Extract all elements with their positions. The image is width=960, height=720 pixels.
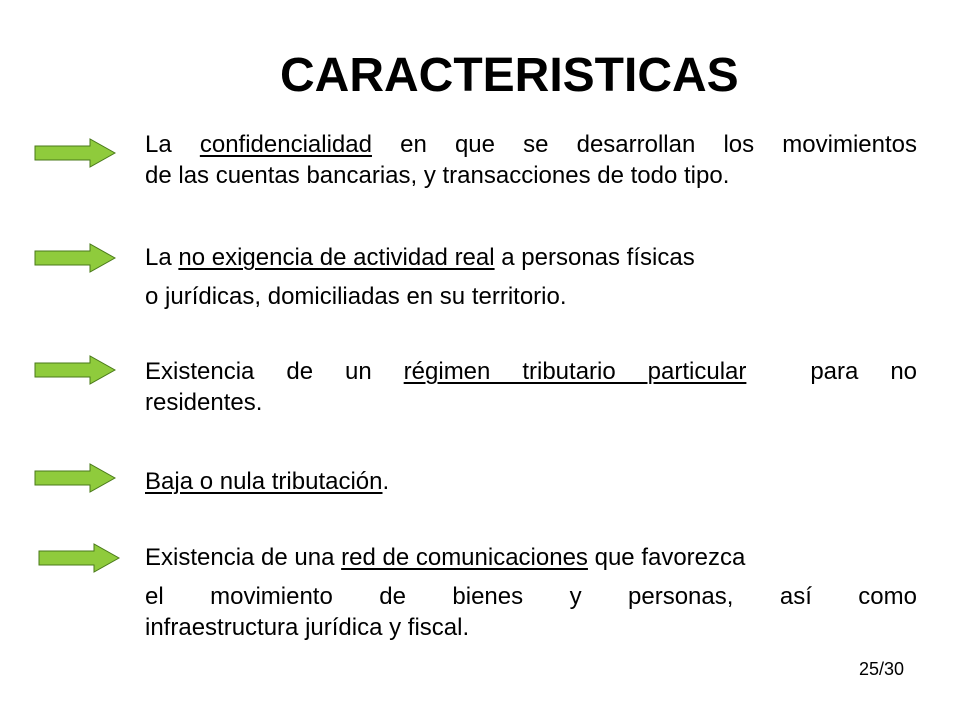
bullet-text-3 xyxy=(145,356,917,418)
title-area xyxy=(0,0,960,120)
page-number: 25/30 xyxy=(858,659,904,679)
bullet-line: el movimiento de bienes y personas, así como xyxy=(145,583,917,610)
bullet-line: Existencia de una red de comunicaciones que favorezca xyxy=(145,544,746,571)
green-right-arrow-icon xyxy=(34,463,116,493)
bullet-line: infraestructura jurídica y fiscal. xyxy=(145,614,470,641)
slide-title: CARACTERISTICAS xyxy=(280,49,739,102)
green-right-arrow-icon xyxy=(34,243,116,273)
green-right-arrow-icon xyxy=(34,355,116,385)
green-right-arrow-icon xyxy=(38,543,120,573)
bullet-line: Existencia de un régimen tributario particular para no xyxy=(145,358,918,385)
bullet-line: La confidencialidad en que se desarrollan los movimientos xyxy=(145,131,917,158)
bullet-line: o jurídicas, domiciliadas en su territorio. xyxy=(145,283,567,310)
green-right-arrow-icon xyxy=(34,138,116,168)
bullet-text-1 xyxy=(145,129,917,191)
bullet-line: de las cuentas bancarias, y transacciones de todo tipo. xyxy=(145,162,730,189)
bullet-text-5 xyxy=(145,542,917,643)
bullet-text-4 xyxy=(145,466,917,497)
bullet-line: residentes. xyxy=(145,389,263,416)
bullet-text-2 xyxy=(145,242,917,312)
bullet-line: Baja o nula tributación. xyxy=(145,468,390,495)
bullet-line: La no exigencia de actividad real a personas físicas xyxy=(145,244,695,271)
